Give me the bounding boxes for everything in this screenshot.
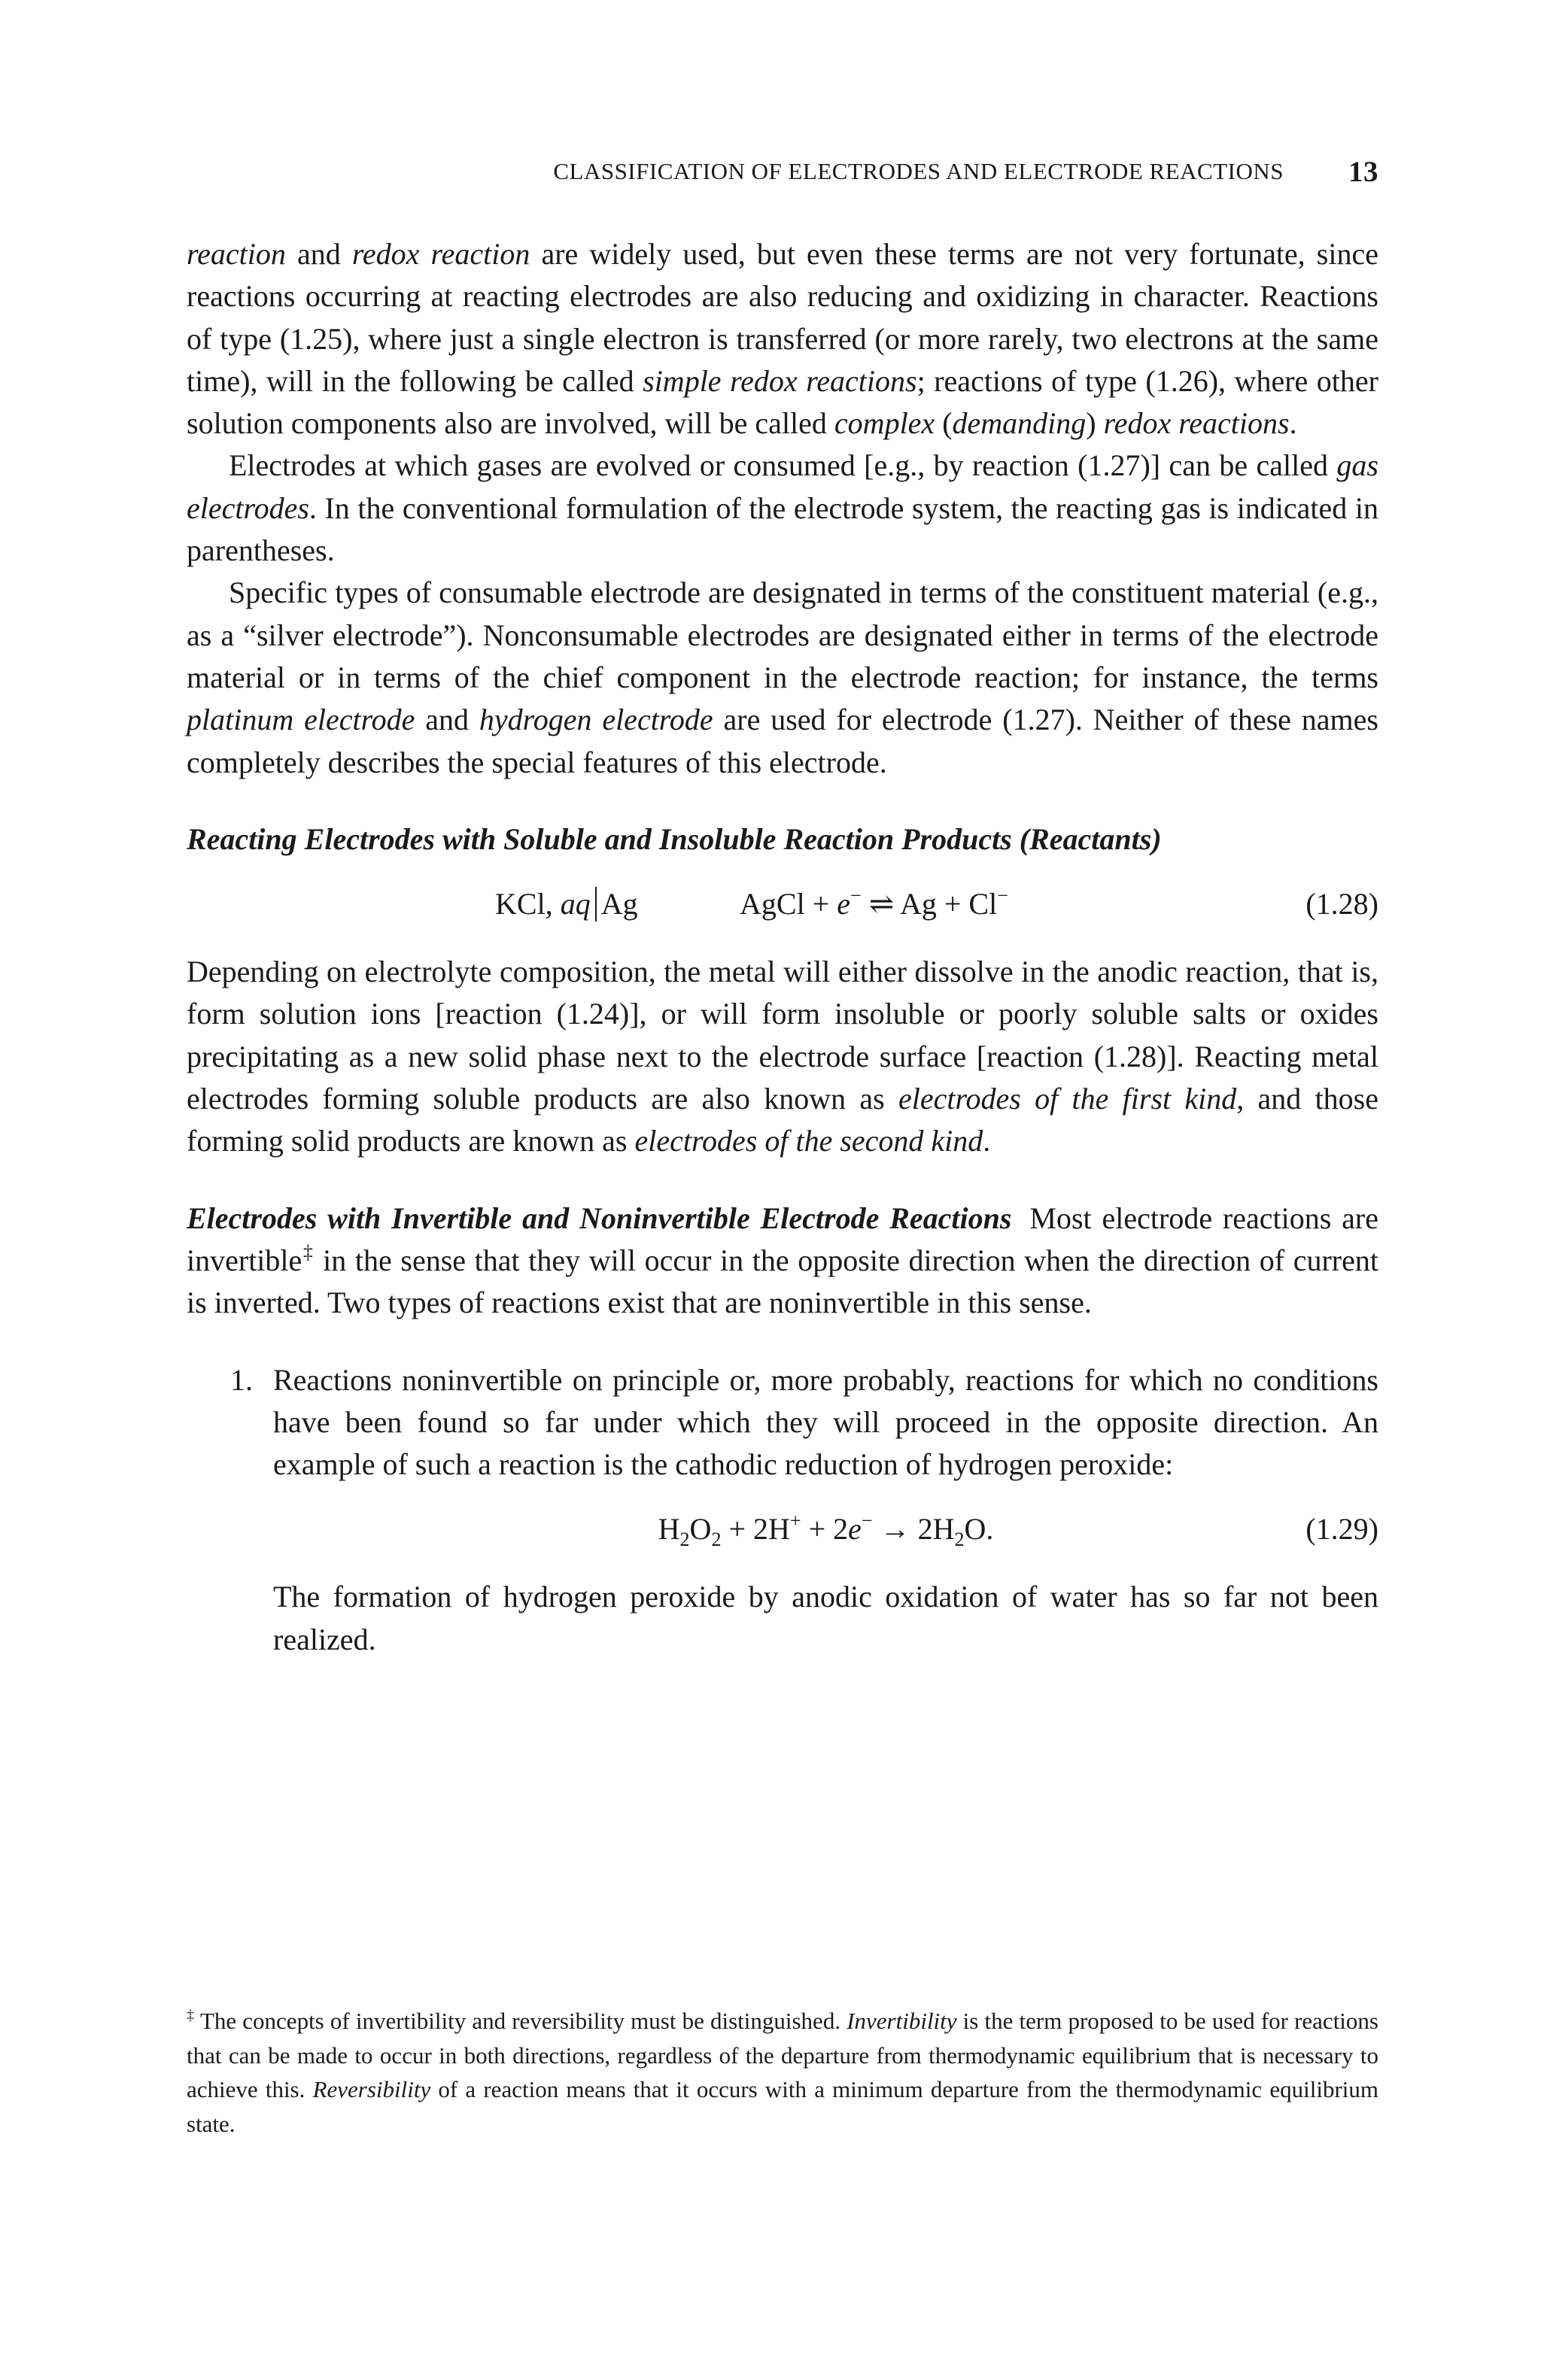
eq-text: AgCl +: [740, 887, 837, 921]
equilibrium-arrow: ⇌: [861, 887, 900, 921]
text-run: are used for electrode (1.27). Neither of these names completely describes the special features of this electrode.: [187, 703, 1378, 779]
eq-text: −: [997, 885, 1008, 907]
term-platinum-electrode: platinum electrode: [187, 703, 415, 737]
eq-text: 2: [679, 1528, 690, 1551]
equation-electrode-system: [495, 883, 638, 925]
eq-text: 2H: [917, 1512, 955, 1547]
term-hydrogen-electrode: hydrogen electrode: [479, 703, 713, 737]
eq-text: O.: [964, 1512, 994, 1547]
paragraph-gas-electrodes: [187, 445, 1378, 572]
eq-text: −: [861, 1510, 873, 1532]
equation-1-28: [187, 883, 1378, 928]
term-invertibility: Invertibility: [846, 2008, 957, 2034]
term-redox-reaction: redox reaction: [351, 237, 530, 271]
text-run: .: [1289, 406, 1297, 441]
footnote: [187, 2004, 1378, 2141]
eq-text: +: [789, 1510, 801, 1532]
equation-number: (1.28): [1305, 887, 1378, 921]
eq-text: + 2H: [721, 1512, 790, 1547]
text-run: of a reaction means that it occurs with a minimum departure from the thermodynamic equilibrium state.: [187, 2076, 1378, 2137]
run-in-heading-invertible: Electrodes with Invertible and Noninvertible Electrode Reactions: [187, 1201, 1012, 1235]
text-run: Most electrode reactions are invertible: [187, 1201, 1378, 1277]
text-run: and: [415, 703, 479, 737]
phase-boundary-bar: [595, 887, 597, 921]
term-complex: complex: [834, 406, 935, 441]
text-run: Specific types of consumable electrode are designated in terms of the constituent material (e.g., as a “silver electrode”). Nonconsumable electrodes are designated either in terms of the electrode material or in terms of the chief component in the electrode reaction; for instance, the terms: [187, 575, 1378, 694]
term-demanding: demanding: [952, 406, 1087, 441]
text-run: in the sense that they will occur in the opposite direction when the direction of current is inverted. Two types of reactions exist that are noninvertible in this sense.: [187, 1243, 1378, 1320]
text-run: are widely used, but even these terms are not very fortunate, since reactions occurring at reacting electrodes are also reducing and oxidizing in character. Reactions of type (1.25), where just a single electron is transferred (or more rarely, two electrons at the same time), will in the following be called: [187, 237, 1378, 398]
equation-number: (1.29): [1305, 1512, 1378, 1547]
footnote-marker: ‡: [302, 1240, 315, 1263]
eq-text: e: [848, 1512, 862, 1547]
page-number: 13: [1348, 156, 1378, 188]
term-first-kind: electrodes of the first kind: [898, 1082, 1237, 1116]
list-item-number: 1.: [230, 1362, 253, 1397]
term-gas-electrodes: gas electrodes: [187, 448, 1378, 525]
eq-text: Ag: [600, 887, 638, 921]
eq-text: e: [837, 887, 851, 921]
reaction-arrow: →: [872, 1512, 918, 1547]
term-simple-redox: simple redox reactions: [643, 363, 917, 398]
term-redox-reactions: redox reactions: [1103, 406, 1290, 441]
text-run: (: [935, 406, 953, 441]
paragraph-electrode-names: [187, 572, 1378, 783]
term-second-kind: electrodes of the second kind: [634, 1124, 983, 1158]
eq-text: −: [850, 885, 862, 907]
list-item-text: Reactions noninvertible on principle or, more probably, reactions for which no conditions have been found so far under which they will proceed in the opposite direction. An example of such a reaction is the cathodic reduction of hydrogen peroxide:: [273, 1362, 1378, 1482]
eq-text: Ag + Cl: [900, 887, 998, 921]
running-head: [187, 155, 1378, 191]
text-run: ): [1086, 406, 1104, 441]
list-item: [187, 1359, 1378, 1661]
equation-1-29: [273, 1508, 1378, 1553]
text-run: Depending on electrolyte composition, the metal will either dissolve in the anodic reaction, that is, form solution ions [reaction (1.24)], or will form insoluble or poorly soluble salts or oxides precipitating as a new solid phase next to the electrode surface [reaction (1.28)]. Reacting metal electrodes forming soluble products are also known as: [187, 955, 1378, 1116]
term-reversibility: Reversibility: [312, 2076, 431, 2102]
text-run: Electrodes at which gases are evolved or consumed [e.g., by reaction (1.27)] can be called: [229, 448, 1337, 483]
eq-text: + 2: [801, 1512, 849, 1547]
list-item-followup: The formation of hydrogen peroxide by anodic oxidation of water has so far not been realized.: [273, 1580, 1378, 1656]
text-run: is the term proposed to be used for reactions that can be made to occur in both directions, regardless of the departure from thermodynamic equilibrium that is necessary to achieve this.: [187, 2008, 1378, 2102]
eq-text: aq: [560, 887, 591, 921]
section-heading-reacting-electrodes: Reacting Electrodes with Soluble and Insoluble Reaction Products (Reactants): [187, 821, 1162, 856]
footnote-marker: ‡: [187, 2007, 195, 2023]
term-reaction: reaction: [187, 237, 286, 271]
paragraph-invertible: [187, 1198, 1378, 1325]
body-text: [187, 233, 1378, 1661]
equation-reaction: [740, 883, 1008, 925]
eq-text: 2: [954, 1528, 965, 1551]
eq-text: H: [658, 1512, 680, 1547]
text-run: .: [983, 1124, 991, 1158]
paragraph-electrode-kinds: [187, 951, 1378, 1162]
running-head-title: CLASSIFICATION OF ELECTRODES AND ELECTRODE REACTIONS: [553, 158, 1284, 184]
text-run: and: [285, 237, 352, 271]
text-run: . In the conventional formulation of the electrode system, the reacting gas is indicated in parentheses.: [187, 490, 1378, 568]
eq-text: 2: [711, 1528, 722, 1551]
text-run: The concepts of invertibility and reversibility must be distinguished.: [194, 2008, 847, 2034]
eq-text: O: [689, 1512, 712, 1547]
equation-reaction: [273, 1508, 1378, 1550]
text-run: ; reactions of type (1.26), where other solution components also are involved, will be called: [187, 363, 1378, 441]
eq-text: KCl,: [495, 887, 561, 921]
paragraph-redox-terms: [187, 233, 1378, 445]
text-run: , and those forming solid products are known as: [187, 1082, 1378, 1158]
